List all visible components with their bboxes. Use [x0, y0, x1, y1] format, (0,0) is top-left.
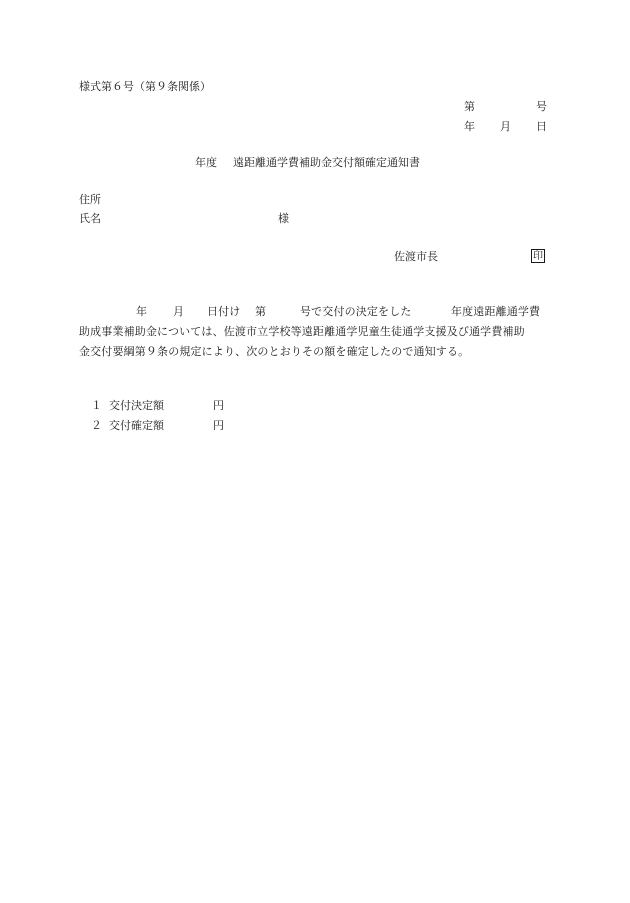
- date-month: 月: [500, 120, 511, 133]
- issuer-title: 佐渡市長: [394, 250, 438, 263]
- doc-number-suffix: 号: [536, 100, 547, 113]
- doc-number-prefix: 第: [464, 100, 475, 113]
- item-1-unit: 円: [213, 399, 224, 412]
- body-month: 月: [173, 305, 185, 318]
- body-no-prefix: 第: [255, 305, 267, 318]
- body-decision: 号で交付の決定をした: [300, 305, 412, 318]
- body-year: 年: [136, 305, 148, 318]
- body-year-subsidy: 年度遠距離通学費: [451, 305, 541, 318]
- body-line-3: 金交付要綱第９条の規定により、次のとおりその額を確定したので通知する。: [79, 345, 470, 358]
- item-2-number: ２: [91, 419, 102, 432]
- honorific: 様: [278, 212, 289, 225]
- seal-mark: 印: [533, 251, 543, 262]
- item-1-label: 交付決定額: [109, 399, 164, 412]
- address-label: 住所: [79, 193, 101, 206]
- body-day: 日付け: [207, 305, 241, 318]
- item-2-label: 交付確定額: [109, 419, 164, 432]
- item-1-number: １: [91, 399, 102, 412]
- title-year-suffix: 年度: [195, 156, 217, 169]
- name-label: 氏名: [79, 212, 101, 225]
- form-number: 様式第６号（第９条関係）: [79, 80, 211, 93]
- date-year: 年: [464, 120, 475, 133]
- document-title: 遠距離通学費補助金交付額確定通知書: [233, 156, 420, 169]
- item-2-unit: 円: [213, 419, 224, 432]
- body-line-2: 助成事業補助金については、佐渡市立学校等遠距離通学児童生徒通学支援及び通学費補助: [79, 325, 525, 338]
- date-day: 日: [536, 120, 547, 133]
